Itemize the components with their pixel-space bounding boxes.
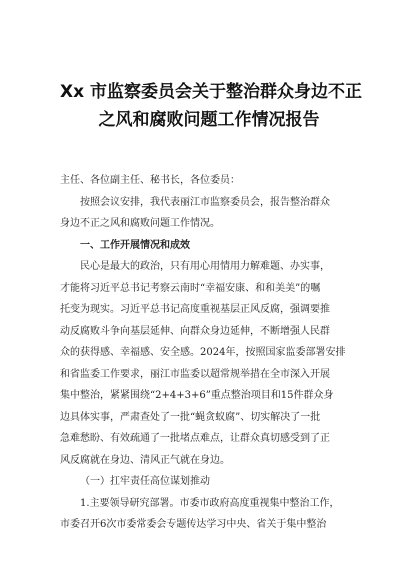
section-line-9: 急难愁盼、有效疏通了一批堵点难点，让群众真切感受到了正 [60,433,330,444]
section-line-2: 才能将习近平总书记考察云南时“幸福安康、和和美美”的嘱 [60,282,321,294]
salutation-text: 主任、各位副主任、秘书长，各位委员： [60,175,240,186]
salutation [60,170,358,192]
section-line-4: 动反腐败斗争向基层延伸、向群众身边延伸，不断增强人民群 [60,325,330,337]
section-line-10: 风反腐就在身边、清风正气就在身边。 [60,454,230,466]
title-line-1: Xx 市监察委员会关于整治群众身边不正 [60,82,362,102]
subsection-paragraph [60,493,358,536]
section-line-6: 和省监委工作要求，丽江市监委以超常规举措在全市深入开展 [60,368,330,380]
document-title [60,78,362,134]
section-line-1: 民心是最大的政治，只有用心用情用力解难题、办实事， [80,261,330,272]
section-paragraph [60,256,358,471]
section-line-8: 边具体实事，严肃查处了一批“蝇贪蚁腐”、切实解决了一批 [60,411,321,423]
intro-line-2: 身边不正之风和腐败问题工作情况。 [60,218,220,229]
section-line-3: 托变为现实。习近平总书记高度重视基层正风反腐，强调要推 [60,304,330,315]
section-line-7: 集中整治，紧紧围绕“2+4+3+6”重点整治项目和15件群众身 [60,390,334,401]
subsection-heading [60,471,358,493]
subsection-heading-text: （一）扛牢责任高位谋划推动 [80,476,210,487]
intro-paragraph [60,192,358,235]
section-line-5: 众的获得感、幸福感、安全感。2024年，按照国家监委部署安排 [60,347,346,358]
subsection-line-1: 1.主要领导研究部署。市委市政府高度重视集中整治工作， [80,497,340,509]
title-line-2: 之风和腐败问题工作情况报告 [98,110,320,130]
section-heading-text: 一、工作开展情况和成效 [80,239,190,251]
section-heading [60,235,358,257]
intro-line-1: 按照会议安排，我代表丽江市监察委员会，报告整治群众 [80,196,330,208]
subsection-line-2: 市委召开6次市委常委会专题传达学习中央、省关于集中整治 [60,519,327,530]
